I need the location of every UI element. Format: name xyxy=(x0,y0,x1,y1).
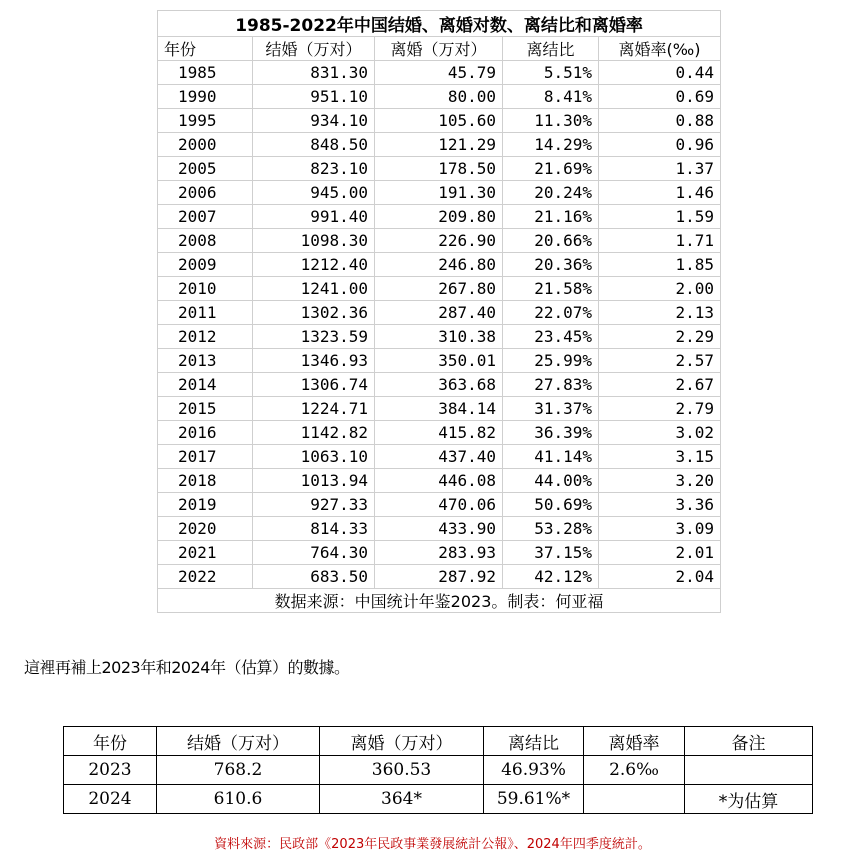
supplement-cell: 2.6‰ xyxy=(584,756,685,785)
value-cell: 3.36 xyxy=(599,493,721,517)
value-cell: 934.10 xyxy=(253,109,375,133)
value-cell: 823.10 xyxy=(253,157,375,181)
value-cell: 1346.93 xyxy=(253,349,375,373)
value-cell: 1.59 xyxy=(599,205,721,229)
value-cell: 37.15% xyxy=(503,541,599,565)
year-cell: 2020 xyxy=(158,517,253,541)
value-cell: 1013.94 xyxy=(253,469,375,493)
value-cell: 415.82 xyxy=(375,421,503,445)
value-cell: 951.10 xyxy=(253,85,375,109)
column-header: 年份 xyxy=(158,37,253,61)
value-cell: 1212.40 xyxy=(253,253,375,277)
supplement-row xyxy=(64,785,813,814)
value-cell: 0.44 xyxy=(599,61,721,85)
value-cell: 470.06 xyxy=(375,493,503,517)
value-cell: 191.30 xyxy=(375,181,503,205)
value-cell: 80.00 xyxy=(375,85,503,109)
supplement-cell: *为估算 xyxy=(685,785,813,814)
table-row xyxy=(158,253,721,277)
supplement-column-header: 离结比 xyxy=(484,727,584,756)
supplement-cell: 360.53 xyxy=(320,756,484,785)
value-cell: 1.46 xyxy=(599,181,721,205)
value-cell: 683.50 xyxy=(253,565,375,589)
value-cell: 45.79 xyxy=(375,61,503,85)
value-cell: 5.51% xyxy=(503,61,599,85)
value-cell: 14.29% xyxy=(503,133,599,157)
value-cell: 50.69% xyxy=(503,493,599,517)
value-cell: 991.40 xyxy=(253,205,375,229)
table-row xyxy=(158,181,721,205)
supplement-cell: 46.93% xyxy=(484,756,584,785)
value-cell: 1142.82 xyxy=(253,421,375,445)
table-row xyxy=(158,421,721,445)
value-cell: 21.58% xyxy=(503,277,599,301)
supplement-table-body xyxy=(64,756,813,814)
value-cell: 1224.71 xyxy=(253,397,375,421)
value-cell: 2.57 xyxy=(599,349,721,373)
table-row xyxy=(158,541,721,565)
value-cell: 31.37% xyxy=(503,397,599,421)
table-row xyxy=(158,445,721,469)
value-cell: 3.02 xyxy=(599,421,721,445)
value-cell: 11.30% xyxy=(503,109,599,133)
value-cell: 287.92 xyxy=(375,565,503,589)
table-row xyxy=(158,157,721,181)
value-cell: 53.28% xyxy=(503,517,599,541)
table-header-row xyxy=(158,37,721,61)
value-cell: 848.50 xyxy=(253,133,375,157)
value-cell: 0.96 xyxy=(599,133,721,157)
value-cell: 446.08 xyxy=(375,469,503,493)
supplement-cell: 59.61%* xyxy=(484,785,584,814)
value-cell: 287.40 xyxy=(375,301,503,325)
table-row xyxy=(158,325,721,349)
value-cell: 1.85 xyxy=(599,253,721,277)
value-cell: 8.41% xyxy=(503,85,599,109)
value-cell: 121.29 xyxy=(375,133,503,157)
value-cell: 283.93 xyxy=(375,541,503,565)
value-cell: 2.00 xyxy=(599,277,721,301)
table-row xyxy=(158,133,721,157)
table-row xyxy=(158,85,721,109)
column-header: 离婚（万对） xyxy=(375,37,503,61)
year-cell: 2009 xyxy=(158,253,253,277)
year-cell: 2022 xyxy=(158,565,253,589)
value-cell: 2.29 xyxy=(599,325,721,349)
table-row xyxy=(158,469,721,493)
value-cell: 433.90 xyxy=(375,517,503,541)
value-cell: 1.71 xyxy=(599,229,721,253)
value-cell: 267.80 xyxy=(375,277,503,301)
year-cell: 2006 xyxy=(158,181,253,205)
table-source-note: 数据来源：中国统计年鉴2023。制表：何亚福 xyxy=(158,589,721,613)
supplement-column-header: 备注 xyxy=(685,727,813,756)
value-cell: 178.50 xyxy=(375,157,503,181)
table-row xyxy=(158,277,721,301)
value-cell: 363.68 xyxy=(375,373,503,397)
value-cell: 1323.59 xyxy=(253,325,375,349)
year-cell: 2021 xyxy=(158,541,253,565)
value-cell: 3.20 xyxy=(599,469,721,493)
supplement-cell: 2024 xyxy=(64,785,157,814)
supplement-cell: 610.6 xyxy=(157,785,320,814)
year-cell: 2016 xyxy=(158,421,253,445)
year-cell: 1990 xyxy=(158,85,253,109)
value-cell: 1098.30 xyxy=(253,229,375,253)
value-cell: 0.69 xyxy=(599,85,721,109)
value-cell: 945.00 xyxy=(253,181,375,205)
value-cell: 21.16% xyxy=(503,205,599,229)
column-header: 结婚（万对） xyxy=(253,37,375,61)
value-cell: 1.37 xyxy=(599,157,721,181)
value-cell: 2.13 xyxy=(599,301,721,325)
value-cell: 1306.74 xyxy=(253,373,375,397)
value-cell: 2.01 xyxy=(599,541,721,565)
value-cell: 310.38 xyxy=(375,325,503,349)
value-cell: 226.90 xyxy=(375,229,503,253)
table-row xyxy=(158,397,721,421)
value-cell: 209.80 xyxy=(375,205,503,229)
value-cell: 1063.10 xyxy=(253,445,375,469)
value-cell: 42.12% xyxy=(503,565,599,589)
value-cell: 22.07% xyxy=(503,301,599,325)
value-cell: 0.88 xyxy=(599,109,721,133)
value-cell: 764.30 xyxy=(253,541,375,565)
supplement-row xyxy=(64,756,813,785)
supplement-cell xyxy=(685,756,813,785)
value-cell: 21.69% xyxy=(503,157,599,181)
value-cell: 350.01 xyxy=(375,349,503,373)
value-cell: 246.80 xyxy=(375,253,503,277)
year-cell: 2005 xyxy=(158,157,253,181)
supplement-cell xyxy=(584,785,685,814)
value-cell: 3.15 xyxy=(599,445,721,469)
supplement-note-paragraph: 這裡再補上2023年和2024年（估算）的數據。 xyxy=(24,658,350,677)
value-cell: 20.36% xyxy=(503,253,599,277)
year-cell: 2013 xyxy=(158,349,253,373)
value-cell: 2.04 xyxy=(599,565,721,589)
value-cell: 20.24% xyxy=(503,181,599,205)
value-cell: 927.33 xyxy=(253,493,375,517)
value-cell: 36.39% xyxy=(503,421,599,445)
value-cell: 1241.00 xyxy=(253,277,375,301)
year-cell: 2019 xyxy=(158,493,253,517)
table-row xyxy=(158,61,721,85)
supplement-cell: 364* xyxy=(320,785,484,814)
supplement-estimate-table xyxy=(63,726,813,814)
column-header: 离婚率(‰) xyxy=(599,37,721,61)
value-cell: 3.09 xyxy=(599,517,721,541)
column-header: 离结比 xyxy=(503,37,599,61)
supplement-column-header: 离婚（万对） xyxy=(320,727,484,756)
year-cell: 2018 xyxy=(158,469,253,493)
data-source-footer: 資料來源：民政部《2023年民政事業發展統計公報》、2024年四季度統計。 xyxy=(214,837,651,852)
year-cell: 2011 xyxy=(158,301,253,325)
value-cell: 20.66% xyxy=(503,229,599,253)
value-cell: 2.79 xyxy=(599,397,721,421)
year-cell: 1995 xyxy=(158,109,253,133)
year-cell: 2012 xyxy=(158,325,253,349)
supplement-cell: 2023 xyxy=(64,756,157,785)
table-row xyxy=(158,301,721,325)
value-cell: 27.83% xyxy=(503,373,599,397)
value-cell: 814.33 xyxy=(253,517,375,541)
year-cell: 2000 xyxy=(158,133,253,157)
table-row xyxy=(158,517,721,541)
table-row xyxy=(158,565,721,589)
table-row xyxy=(158,229,721,253)
value-cell: 831.30 xyxy=(253,61,375,85)
value-cell: 437.40 xyxy=(375,445,503,469)
table-row xyxy=(158,109,721,133)
year-cell: 1985 xyxy=(158,61,253,85)
year-cell: 2008 xyxy=(158,229,253,253)
table-row xyxy=(158,493,721,517)
value-cell: 41.14% xyxy=(503,445,599,469)
value-cell: 384.14 xyxy=(375,397,503,421)
table-body xyxy=(158,61,721,589)
historic-marriage-divorce-table xyxy=(157,10,721,613)
supplement-cell: 768.2 xyxy=(157,756,320,785)
value-cell: 44.00% xyxy=(503,469,599,493)
year-cell: 2015 xyxy=(158,397,253,421)
table-title: 1985-2022年中国结婚、离婚对数、离结比和离婚率 xyxy=(158,11,721,37)
year-cell: 2007 xyxy=(158,205,253,229)
value-cell: 1302.36 xyxy=(253,301,375,325)
value-cell: 23.45% xyxy=(503,325,599,349)
table-row xyxy=(158,349,721,373)
table-row xyxy=(158,205,721,229)
value-cell: 25.99% xyxy=(503,349,599,373)
supplement-column-header: 结婚（万对） xyxy=(157,727,320,756)
value-cell: 105.60 xyxy=(375,109,503,133)
table-row xyxy=(158,373,721,397)
historic-table-container xyxy=(157,10,720,613)
year-cell: 2014 xyxy=(158,373,253,397)
supplement-column-header: 年份 xyxy=(64,727,157,756)
year-cell: 2017 xyxy=(158,445,253,469)
value-cell: 2.67 xyxy=(599,373,721,397)
year-cell: 2010 xyxy=(158,277,253,301)
supplement-header-row xyxy=(64,727,813,756)
supplement-column-header: 离婚率 xyxy=(584,727,685,756)
